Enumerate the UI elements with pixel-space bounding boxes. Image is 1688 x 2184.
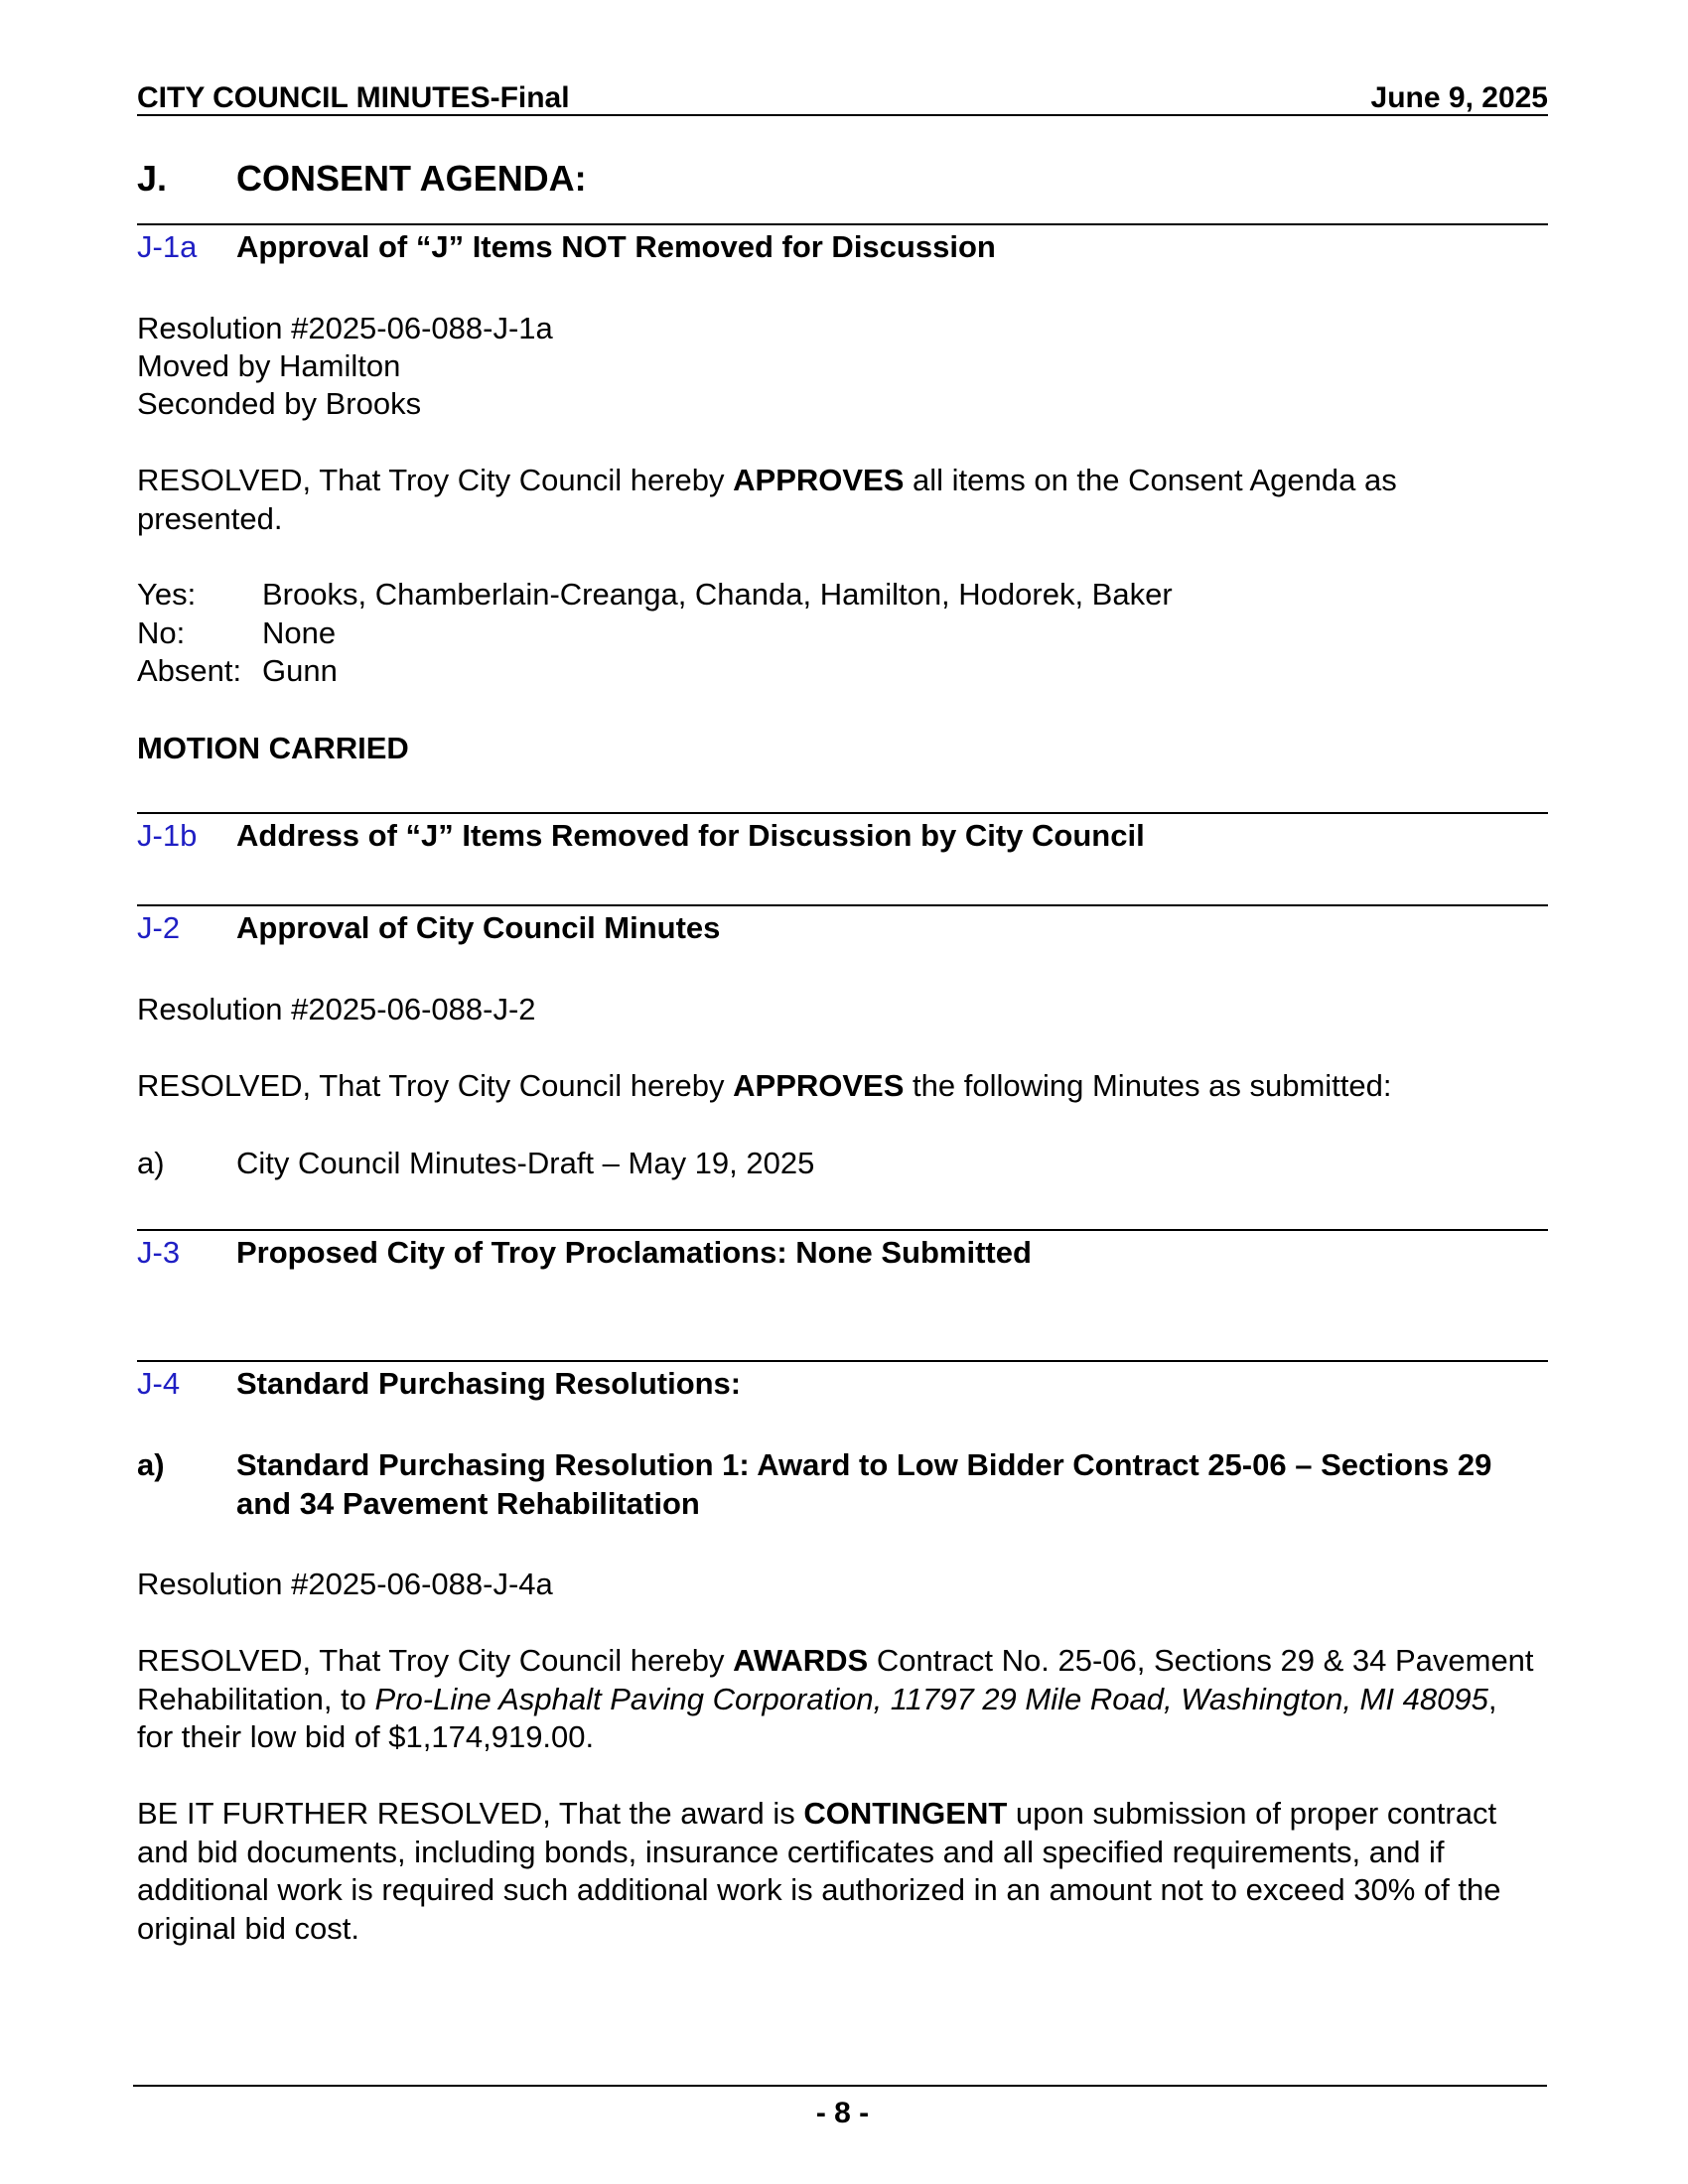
item-title: Proposed City of Troy Proclamations: None Submitted bbox=[236, 1235, 1032, 1270]
header-rule bbox=[137, 114, 1548, 116]
vote-row-yes bbox=[137, 576, 1173, 614]
item-title: Standard Purchasing Resolutions: bbox=[236, 1366, 742, 1401]
vote-value: None bbox=[262, 614, 337, 650]
vote-label: Absent: bbox=[137, 653, 242, 688]
item-title: Approval of City Council Minutes bbox=[236, 910, 721, 945]
item-j2-heading bbox=[137, 909, 720, 947]
vote-label: No: bbox=[137, 614, 186, 650]
resolved-text: RESOLVED, That Troy City Council hereby bbox=[137, 463, 734, 497]
sub-item-title: Standard Purchasing Resolution 1: Award to Low Bidder Contract 25-06 – Sections 29 and 34 Pavement Rehabilitation bbox=[236, 1447, 1492, 1521]
resolved-text-end: all items on the Consent Agenda as presented. bbox=[137, 463, 1397, 536]
item-title: Approval of “J” Items NOT Removed for Discussion bbox=[236, 229, 996, 264]
item-code: J-1a bbox=[137, 229, 198, 264]
item-j4-heading bbox=[137, 1365, 741, 1403]
resolution-number: Resolution #2025-06-088-J-4a bbox=[137, 1567, 553, 1601]
vote-row-no bbox=[137, 614, 1173, 653]
item-code: J-3 bbox=[137, 1235, 181, 1270]
resolved-paragraph bbox=[137, 462, 1548, 538]
item-code: J-4 bbox=[137, 1366, 181, 1401]
section-heading bbox=[137, 157, 587, 201]
resolved-text-end: , for their low bid of $1,174,919.00. bbox=[137, 1681, 1497, 1754]
page-number: - 8 - bbox=[815, 2097, 870, 2129]
vote-table bbox=[137, 576, 1173, 691]
resolved-action: APPROVES bbox=[733, 1068, 905, 1103]
vote-label: Yes: bbox=[137, 577, 197, 612]
further-text: BE IT FURTHER RESOLVED, That the award is bbox=[137, 1796, 804, 1831]
item-divider bbox=[137, 223, 1548, 225]
resolved-action: AWARDS bbox=[733, 1643, 869, 1678]
motion-outcome: MOTION CARRIED bbox=[137, 731, 409, 765]
item-j1a-heading bbox=[137, 228, 996, 266]
section-letter: J. bbox=[137, 158, 168, 199]
footer-rule bbox=[133, 2085, 1547, 2087]
list-item-text: City Council Minutes-Draft – May 19, 2025 bbox=[236, 1146, 815, 1180]
list-marker: a) bbox=[137, 1447, 165, 1482]
further-resolved-paragraph bbox=[137, 1795, 1545, 1948]
contractor-name: Pro-Line Asphalt Paving Corporation, 11797 29 Mile Road, Washington, MI 48095 bbox=[374, 1681, 1488, 1716]
item-j3-heading bbox=[137, 1234, 1032, 1272]
resolved-paragraph bbox=[137, 1642, 1537, 1757]
resolved-action: APPROVES bbox=[733, 463, 905, 497]
vote-value: Gunn bbox=[262, 653, 338, 688]
resolved-text: RESOLVED, That Troy City Council hereby bbox=[137, 1643, 734, 1678]
sub-item-heading bbox=[137, 1446, 1548, 1523]
further-text-end: upon submission of proper contract and bid documents, including bonds, insurance certificates and all specified requirements, and if additional work is required such additional work is authorized in an amount not to exceed 30% of the original bid cost. bbox=[137, 1796, 1501, 1946]
further-action: CONTINGENT bbox=[803, 1796, 1008, 1831]
item-code: J-2 bbox=[137, 910, 181, 945]
item-divider bbox=[137, 1229, 1548, 1231]
resolved-text-mid: Contract No. 25-06, Sections 29 & 34 Pavement Rehabilitation, to bbox=[137, 1643, 1534, 1716]
vote-value: Brooks, Chamberlain-Creanga, Chanda, Hamilton, Hodorek, Baker bbox=[262, 577, 1173, 612]
header-date: June 9, 2025 bbox=[1370, 81, 1548, 114]
resolved-text-end: the following Minutes as submitted: bbox=[904, 1068, 1392, 1103]
resolution-number: Resolution #2025-06-088-J-1a bbox=[137, 311, 553, 345]
document-page bbox=[137, 0, 1548, 2184]
vote-row-absent bbox=[137, 652, 1173, 691]
seconded-by: Seconded by Brooks bbox=[137, 386, 422, 421]
section-title: CONSENT AGENDA: bbox=[236, 158, 587, 199]
item-title: Address of “J” Items Removed for Discussion by City Council bbox=[236, 818, 1145, 853]
page-header bbox=[137, 79, 1548, 117]
item-divider bbox=[137, 1360, 1548, 1362]
resolution-number: Resolution #2025-06-088-J-2 bbox=[137, 992, 536, 1026]
item-divider bbox=[137, 812, 1548, 814]
list-marker: a) bbox=[137, 1146, 165, 1180]
resolved-text: RESOLVED, That Troy City Council hereby bbox=[137, 1068, 734, 1103]
item-code: J-1b bbox=[137, 818, 198, 853]
header-title: CITY COUNCIL MINUTES-Final bbox=[137, 81, 570, 114]
moved-by: Moved by Hamilton bbox=[137, 348, 401, 383]
item-divider bbox=[137, 904, 1548, 906]
item-j1b-heading bbox=[137, 817, 1145, 855]
resolved-paragraph bbox=[137, 1067, 1548, 1106]
minutes-list-item bbox=[137, 1145, 814, 1183]
